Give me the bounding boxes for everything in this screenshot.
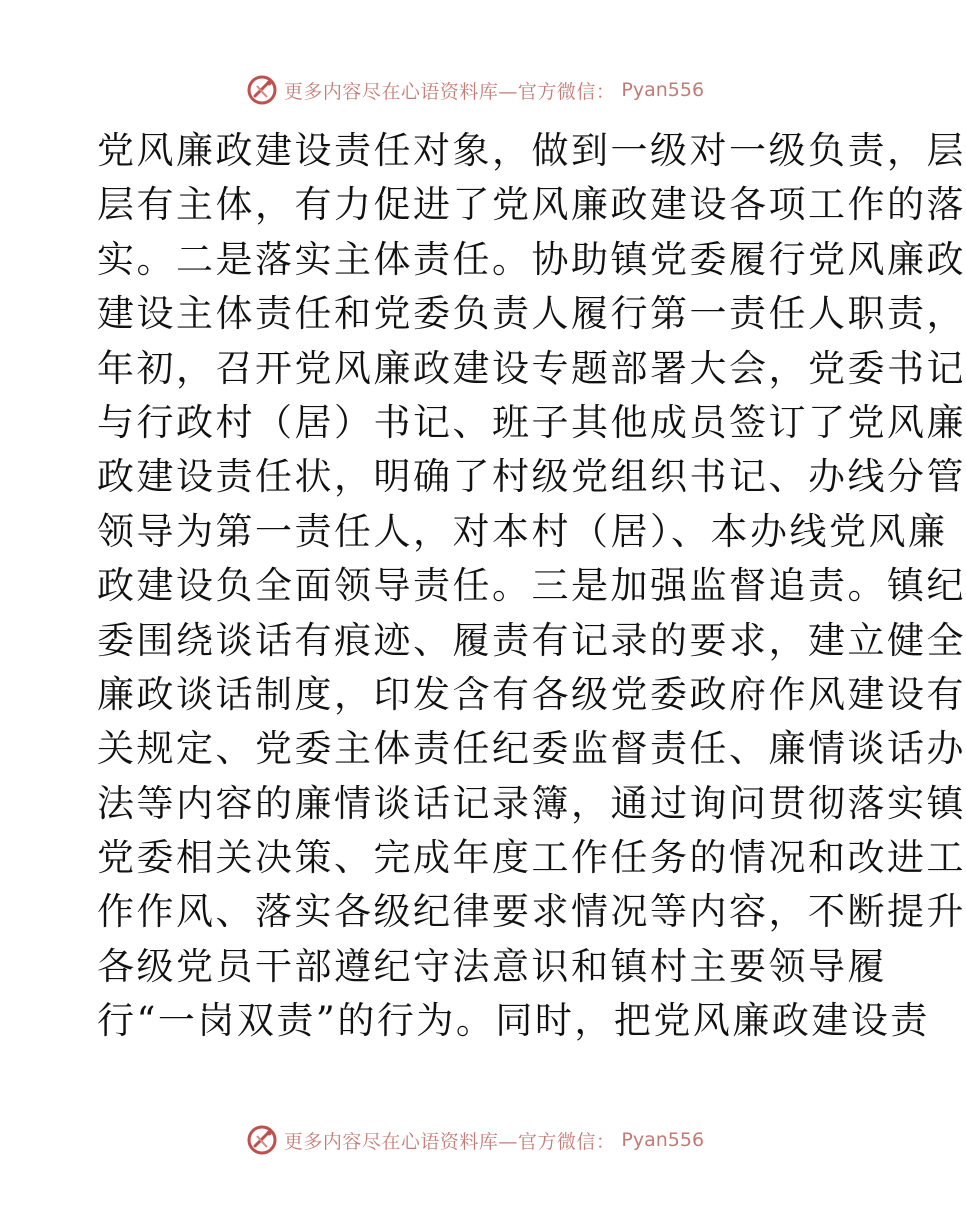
body-line: 层有主体，有力促进了党风廉政建设各项工作的落 [97, 183, 966, 227]
body-line: 各级党员干部遵纪守法意识和镇村主要领导履 [97, 944, 887, 988]
body-line: 党委相关决策、完成年度工作任务的情况和改进工 [97, 836, 966, 880]
body-line: 领导为第一责任人，对本村（居）、本办线党风廉 [97, 509, 948, 553]
body-line: 廉政谈话制度，印发含有各级党委政府作风建设有 [97, 672, 966, 716]
body-line: 关规定、党委主体责任纪委监督责任、廉情谈话办 [97, 727, 966, 771]
watermark-id: Pyan556 [621, 79, 705, 101]
body-line: 法等内容的廉情谈话记录簿，通过询问贯彻落实镇 [97, 781, 966, 825]
body-line: 行“一岗双责”的行为。同时，把党风廉政建设责 [97, 999, 930, 1043]
brand-logo-icon [246, 1124, 278, 1156]
document-body [97, 124, 966, 1049]
header-watermark [0, 72, 950, 108]
body-line: 政建设责任状，明确了村级党组织书记、办线分管 [97, 455, 966, 499]
body-line: 党风廉政建设责任对象，做到一级对一级负责，层 [97, 129, 966, 172]
body-line: 政建设负全面领导责任。三是加强监督追责。镇纪 [97, 564, 966, 608]
body-line: 实。二是落实主体责任。协助镇党委履行党风廉政 [97, 237, 966, 281]
watermark-text: 更多内容尽在心语资料库—官方微信： [283, 1130, 616, 1153]
brand-logo-icon [246, 74, 278, 106]
body-line: 委围绕谈话有痕迹、履责有记录的要求，建立健全 [97, 618, 966, 662]
body-line: 作作风、落实各级纪律要求情况等内容，不断提升 [97, 890, 966, 934]
body-line: 与行政村（居）书记、班子其他成员签订了党风廉 [97, 400, 966, 444]
watermark-id: Pyan556 [621, 1129, 705, 1151]
footer-watermark [0, 1122, 950, 1158]
body-line: 建设主体责任和党委负责人履行第一责任人职责， [97, 292, 966, 336]
body-line: 年初，召开党风廉政建设专题部署大会，党委书记 [97, 346, 966, 390]
watermark-text: 更多内容尽在心语资料库—官方微信： [283, 80, 616, 103]
